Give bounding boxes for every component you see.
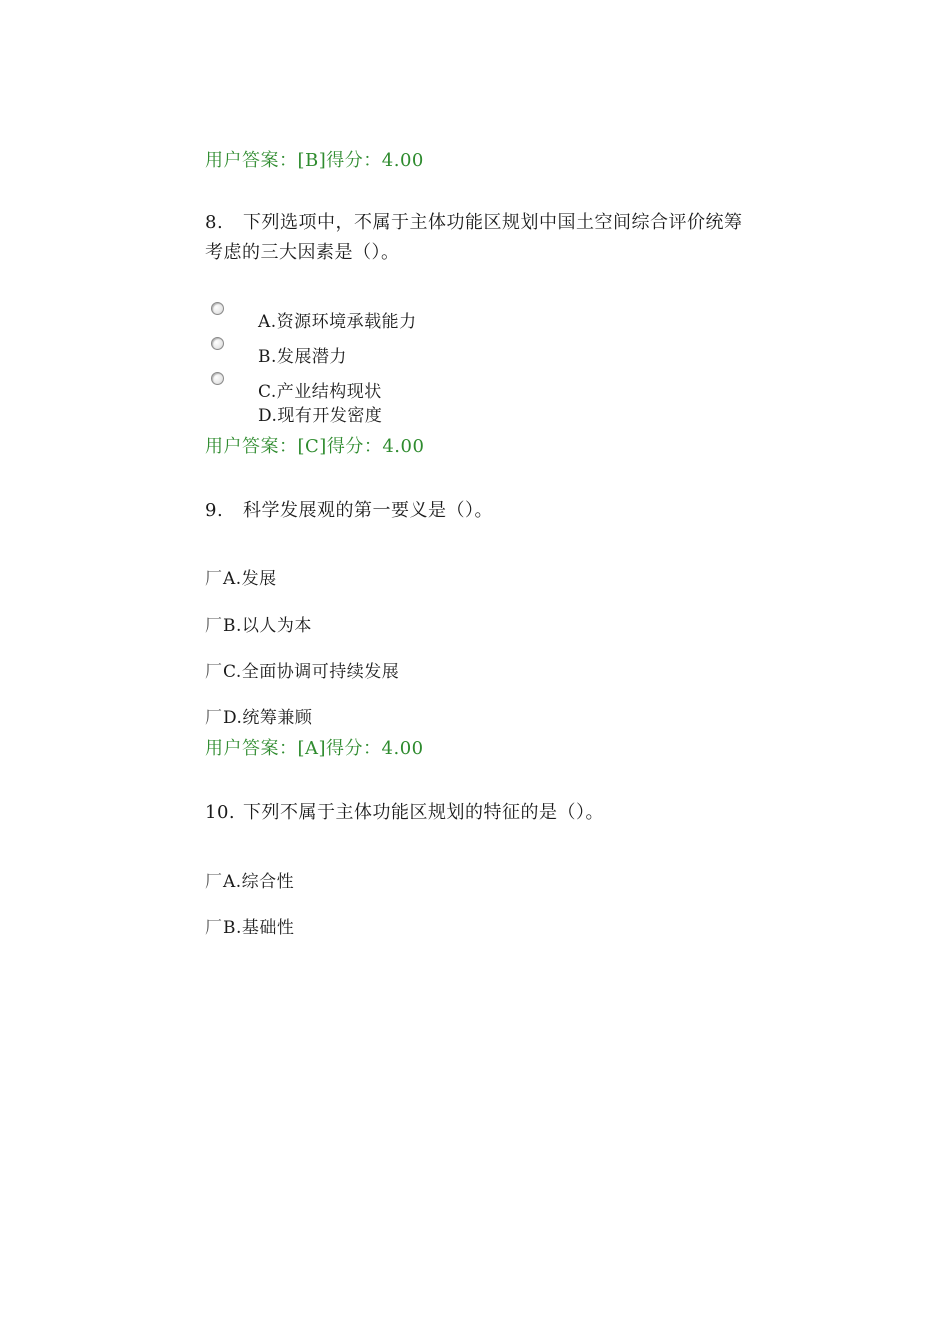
q7-user-answer: 用户答案：[B]得分：4.00 xyxy=(205,150,424,171)
q8-option-d-label: D.现有开发密度 xyxy=(258,406,383,426)
q9-user-answer: 用户答案：[A]得分：4.00 xyxy=(205,738,424,759)
checkbox-icon[interactable]: 厂 xyxy=(205,569,223,589)
q10-option-b-label: B.基础性 xyxy=(223,918,295,938)
q8-number: 8. xyxy=(205,212,224,233)
q8-text-line2: 考虑的三大因素是（）。 xyxy=(205,242,400,263)
q9-option-c[interactable] xyxy=(205,657,399,682)
q9-text: 科学发展观的第一要义是（）。 xyxy=(243,500,493,521)
q9-option-c-label: C.全面协调可持续发展 xyxy=(223,662,400,682)
q8-question-text xyxy=(205,208,743,268)
checkbox-icon[interactable]: 厂 xyxy=(205,708,223,728)
q8-option-a-radio[interactable] xyxy=(211,302,224,315)
q8-option-b-label: B.发展潜力 xyxy=(258,347,347,367)
q8-option-c-label: C.产业结构现状 xyxy=(258,382,382,402)
q8-text-line1: 下列选项中，不属于主体功能区规划中国土空间综合评价统筹 xyxy=(243,212,743,233)
q9-option-a[interactable] xyxy=(205,564,277,589)
q8-option-a-label: A.资源环境承载能力 xyxy=(258,312,417,332)
q9-number: 9. xyxy=(205,500,224,521)
q10-question-text xyxy=(205,798,604,828)
q8-option-c-radio[interactable] xyxy=(211,372,224,385)
checkbox-icon[interactable]: 厂 xyxy=(205,872,223,892)
q10-text: 下列不属于主体功能区规划的特征的是（）。 xyxy=(243,802,604,823)
q10-number: 10. xyxy=(205,802,236,823)
q9-question-text xyxy=(205,496,493,526)
q8-option-b-radio[interactable] xyxy=(211,337,224,350)
q9-option-b-label: B.以人为本 xyxy=(223,616,312,636)
q8-user-answer: 用户答案：[C]得分：4.00 xyxy=(205,436,425,457)
q9-option-b[interactable] xyxy=(205,611,312,636)
checkbox-icon[interactable]: 厂 xyxy=(205,616,223,636)
q10-option-a[interactable] xyxy=(205,867,294,892)
q9-option-d-label: D.统筹兼顾 xyxy=(223,708,313,728)
q9-option-a-label: A.发展 xyxy=(223,569,277,589)
q9-option-d[interactable] xyxy=(205,703,312,728)
q10-option-b[interactable] xyxy=(205,913,294,938)
checkbox-icon[interactable]: 厂 xyxy=(205,918,223,938)
q10-option-a-label: A.综合性 xyxy=(223,872,295,892)
checkbox-icon[interactable]: 厂 xyxy=(205,662,223,682)
